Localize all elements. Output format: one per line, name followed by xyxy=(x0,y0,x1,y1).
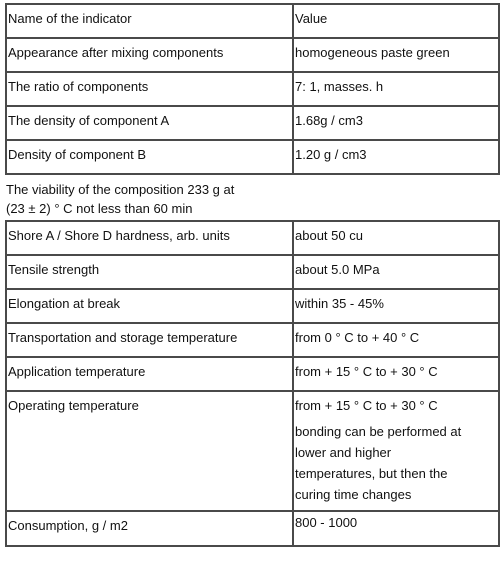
table-header-row xyxy=(6,4,499,38)
row-value: from 0 ° C to + 40 ° C xyxy=(293,323,499,357)
table-row xyxy=(6,106,499,140)
row-value: from + 15 ° C to + 30 ° C xyxy=(293,357,499,391)
header-indicator: Name of the indicator xyxy=(6,4,293,38)
spec-table-top xyxy=(5,3,500,175)
spec-table-bottom xyxy=(5,220,500,547)
row-value: 1.68g / cm3 xyxy=(293,106,499,140)
table-row xyxy=(6,323,499,357)
row-value-with-note xyxy=(293,391,499,511)
row-value: about 5.0 MPa xyxy=(293,255,499,289)
table-row xyxy=(6,38,499,72)
table-row xyxy=(6,255,499,289)
row-value: 7: 1, masses. h xyxy=(293,72,499,106)
row-indicator: Consumption, g / m2 xyxy=(6,511,293,546)
row-value: 800 - 1000 xyxy=(293,511,499,546)
row-indicator: Appearance after mixing components xyxy=(6,38,293,72)
note-line: curing time changes xyxy=(295,487,412,502)
row-indicator: Application temperature xyxy=(6,357,293,391)
viability-paragraph xyxy=(6,180,306,218)
note-line: temperatures, but then the xyxy=(295,466,448,481)
row-value: within 35 - 45% xyxy=(293,289,499,323)
table-row xyxy=(6,221,499,255)
table-row xyxy=(6,72,499,106)
header-value: Value xyxy=(293,4,499,38)
row-indicator: Operating temperature xyxy=(6,391,293,511)
row-indicator: Density of component B xyxy=(6,140,293,174)
row-value: homogeneous paste green xyxy=(293,38,499,72)
viability-line-1: The viability of the composition 233 g at xyxy=(6,182,235,197)
table-row xyxy=(6,289,499,323)
viability-line-2: (23 ± 2) ° C not less than 60 min xyxy=(6,201,193,216)
operating-note xyxy=(295,421,498,505)
row-indicator: The density of component A xyxy=(6,106,293,140)
row-indicator: Shore A / Shore D hardness, arb. units xyxy=(6,221,293,255)
table-row xyxy=(6,511,499,546)
row-indicator: Elongation at break xyxy=(6,289,293,323)
row-value: from + 15 ° C to + 30 ° C xyxy=(295,398,438,413)
table-row xyxy=(6,357,499,391)
table-row xyxy=(6,391,499,511)
row-indicator: The ratio of components xyxy=(6,72,293,106)
row-value: about 50 cu xyxy=(293,221,499,255)
table-row xyxy=(6,140,499,174)
row-value: 1.20 g / cm3 xyxy=(293,140,499,174)
row-indicator: Tensile strength xyxy=(6,255,293,289)
row-indicator: Transportation and storage temperature xyxy=(6,323,293,357)
note-line: lower and higher xyxy=(295,445,392,460)
note-line: bonding can be performed at xyxy=(295,424,462,439)
